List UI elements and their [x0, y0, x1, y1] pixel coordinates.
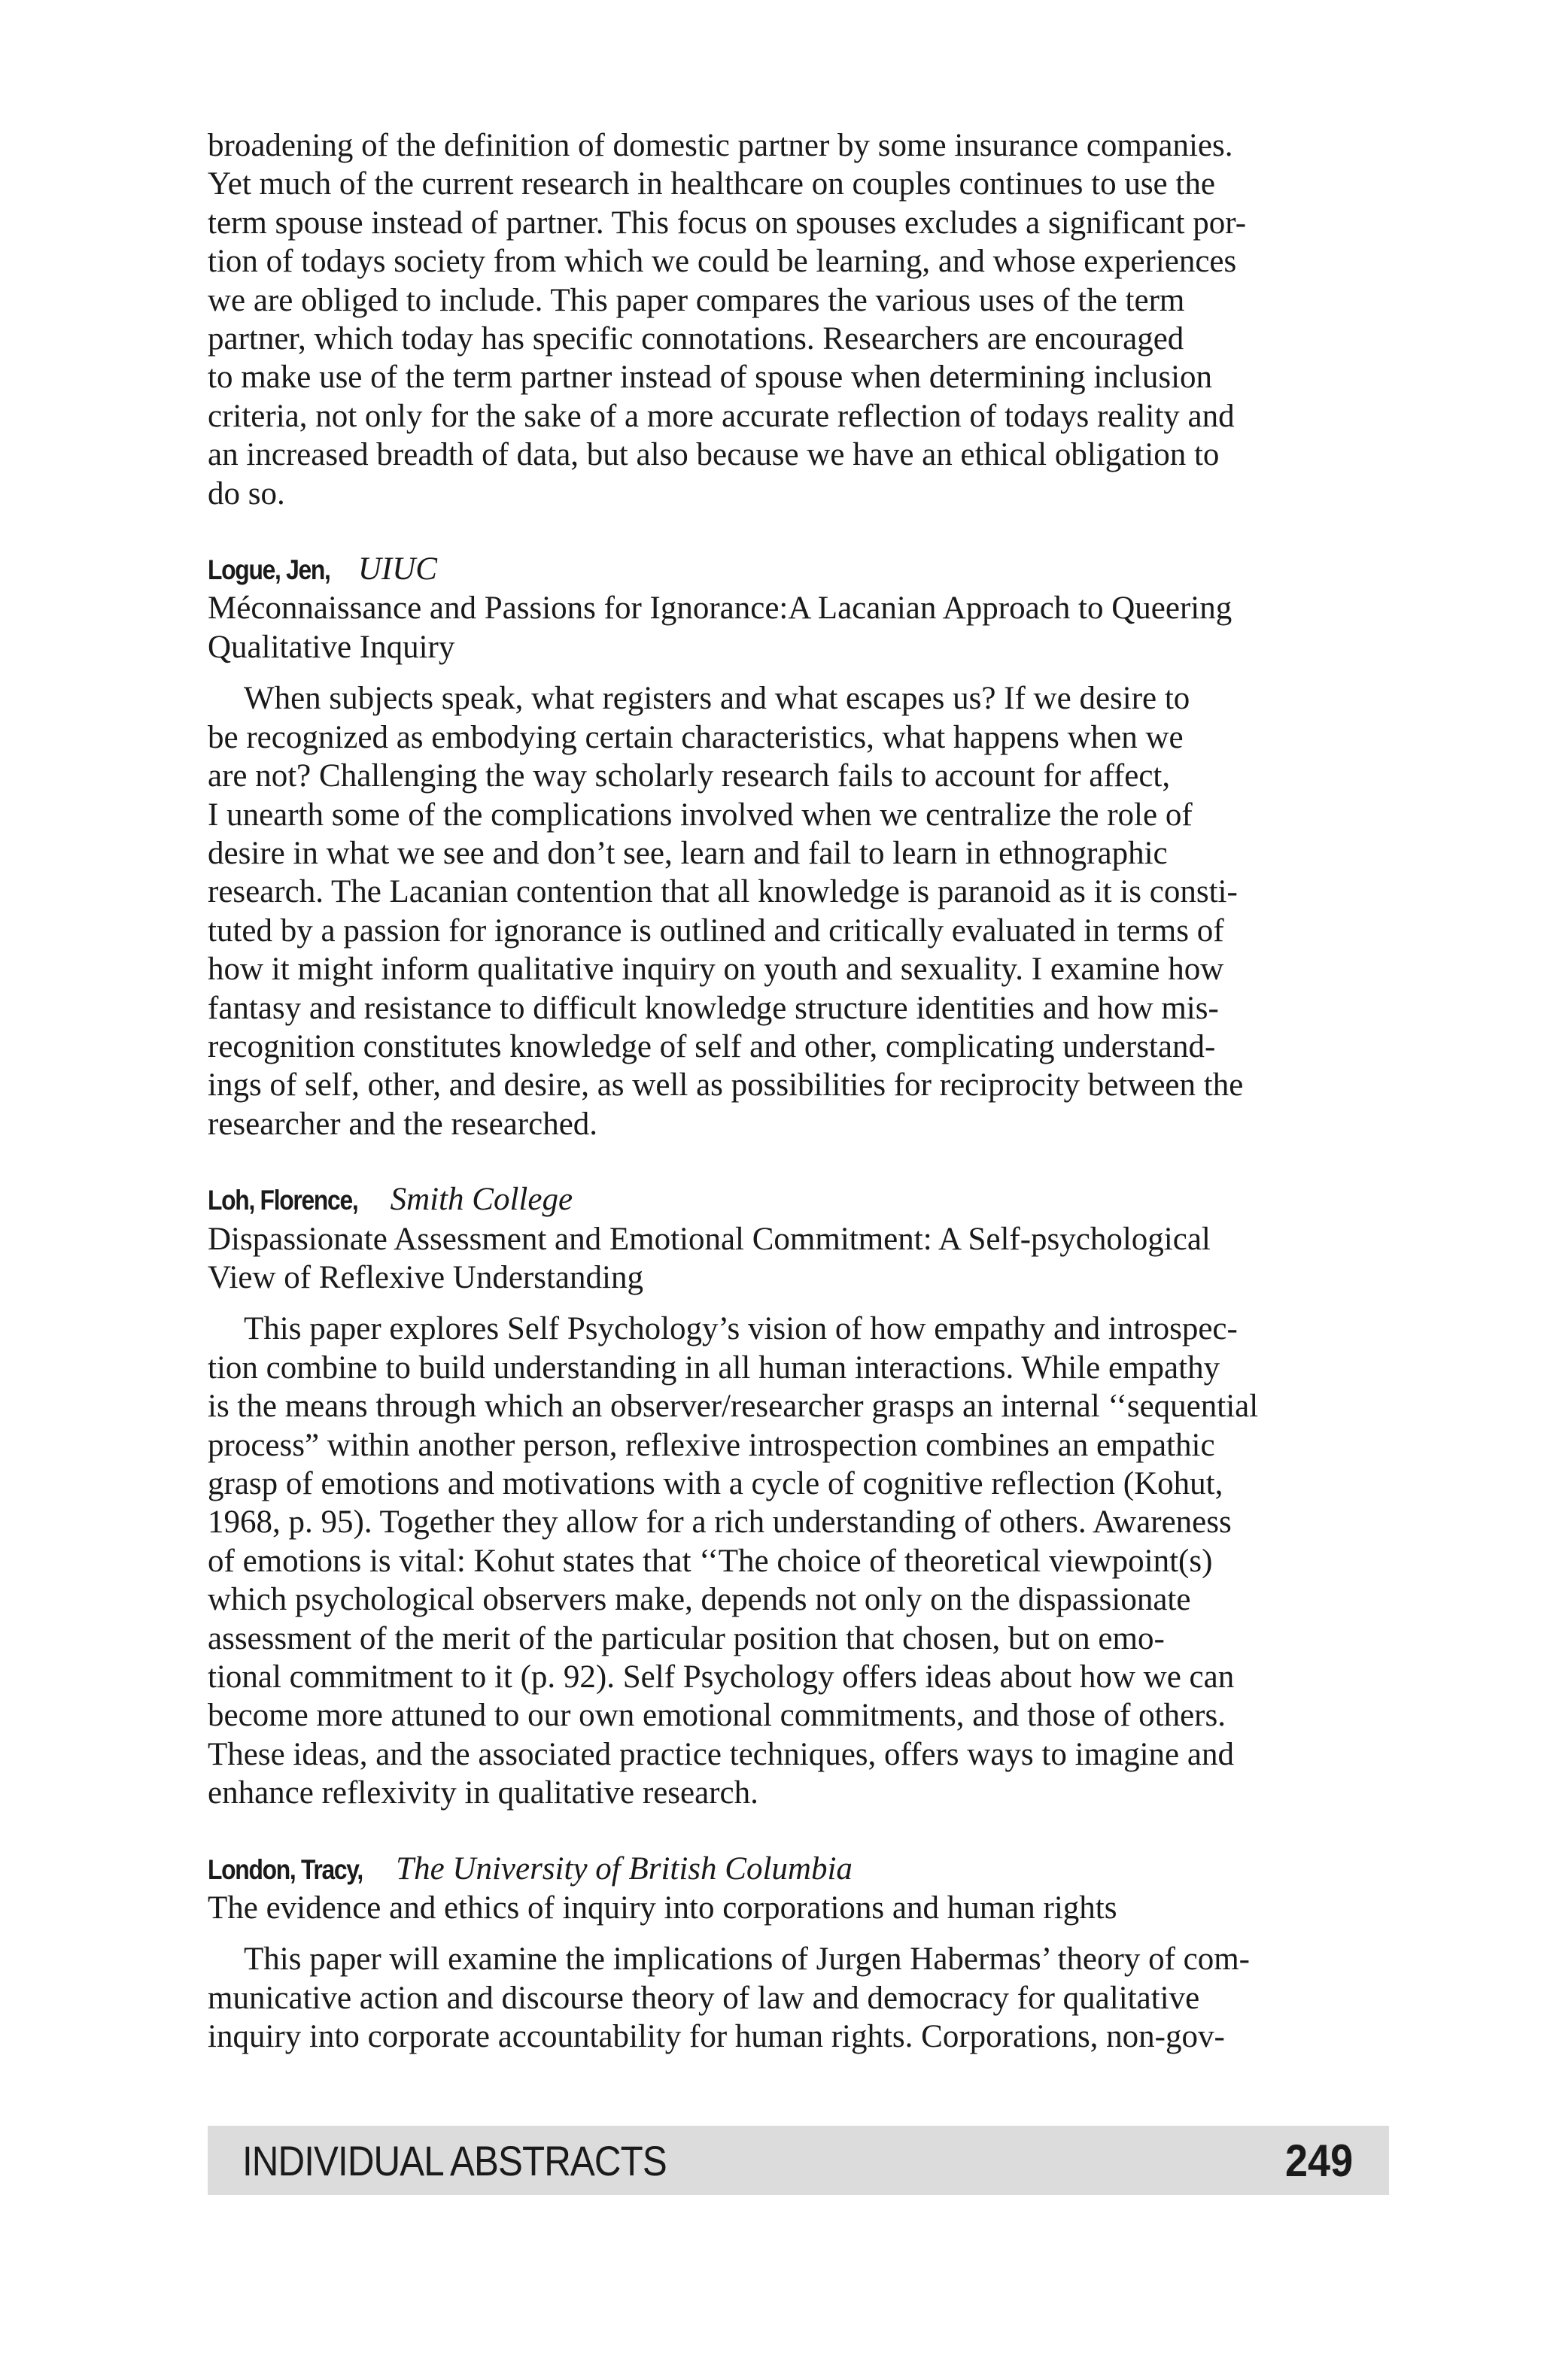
text-line: ings of self, other, and desire, as well as possibilities for reciprocity between the: [208, 1067, 1244, 1103]
text-line: do so.: [208, 475, 285, 512]
text-line: Yet much of the current research in healthcare on couples continues to use the: [208, 166, 1215, 202]
text-line: we are obliged to include. This paper compares the various uses of the term: [208, 282, 1185, 318]
author-name: Loh, Florence,: [208, 1185, 358, 1216]
section-label: INDIVIDUAL ABSTRACTS: [242, 2136, 667, 2184]
text-line: researcher and the researched.: [208, 1106, 598, 1142]
title-line: View of Reflexive Understanding: [208, 1259, 643, 1295]
title-line: The evidence and ethics of inquiry into corporations and human rights: [208, 1890, 1117, 1926]
text-line: process” within another person, reflexive introspection combines an empathic: [208, 1427, 1215, 1463]
title-line: Méconnaissance and Passions for Ignorance:A Lacanian Approach to Queering: [208, 590, 1232, 627]
abstract-body: [208, 1310, 1391, 1812]
text-line: how it might inform qualitative inquiry on youth and sexuality. I examine how: [208, 952, 1224, 988]
text-line: is the means through which an observer/researcher grasps an internal ‘‘sequential: [208, 1389, 1259, 1425]
text-line: 1968, p. 95). Together they allow for a rich understanding of others. Awareness: [208, 1504, 1232, 1541]
abstract-title: [208, 1220, 1391, 1298]
author-line: [208, 1850, 1391, 1889]
text-line: assessment of the merit of the particular position that chosen, but on emo-: [208, 1620, 1165, 1656]
text-line: to make use of the term partner instead of spouse when determining inclusion: [208, 360, 1213, 396]
text-line: research. The Lacanian contention that all knowledge is paranoid as it is consti-: [208, 874, 1238, 910]
abstract-title: [208, 1889, 1391, 1927]
abstract-entry-london: [208, 1850, 1391, 2057]
text-line: partner, which today has specific connotations. Researchers are encouraged: [208, 321, 1184, 357]
page-content: [208, 126, 1391, 2057]
text-line: become more attuned to our own emotional commitments, and those of others.: [208, 1698, 1226, 1734]
text-line: an increased breadth of data, but also because we have an ethical obligation to: [208, 437, 1220, 473]
text-line: broadening of the definition of domestic partner by some insurance companies.: [208, 128, 1233, 163]
intro-paragraph: [208, 126, 1391, 513]
author-name: Logue, Jen,: [208, 554, 330, 586]
text-line: desire in what we see and don’t see, learn and fail to learn in ethnographic: [208, 835, 1168, 871]
text-line: I unearth some of the complications involved when we centralize the role of: [208, 797, 1193, 833]
text-line: recognition constitutes knowledge of self and other, complicating understand-: [208, 1028, 1216, 1064]
page-footer: [208, 2126, 1389, 2195]
text-line: be recognized as embodying certain characteristics, what happens when we: [208, 719, 1184, 755]
text-line: municative action and discourse theory of law and democracy for qualitative: [208, 1980, 1200, 2016]
text-line: are not? Challenging the way scholarly research fails to account for affect,: [208, 758, 1171, 794]
text-line: of emotions is vital: Kohut states that ‘‘The choice of theoretical viewpoint(s): [208, 1543, 1213, 1579]
author-name: London, Tracy,: [208, 1853, 363, 1885]
text-line: tuted by a passion for ignorance is outlined and critically evaluated in terms of: [208, 912, 1224, 949]
text-line: which psychological observers make, depends not only on the dispassionate: [208, 1582, 1191, 1618]
author-line: [208, 550, 1391, 589]
text-line: This paper will examine the implications of Jurgen Habermas’ theory of com-: [244, 1941, 1250, 1978]
text-line: This paper explores Self Psychology’s vision of how empathy and introspec-: [244, 1311, 1238, 1347]
author-affiliation: The University of British Columbia: [396, 1850, 853, 1887]
text-line: inquiry into corporate accountability for human rights. Corporations, non-gov-: [208, 2019, 1225, 2055]
page-number: 249: [1284, 2135, 1353, 2186]
abstract-entry-logue: [208, 550, 1391, 1143]
text-line: criteria, not only for the sake of a more accurate reflection of todays reality and: [208, 398, 1235, 434]
text-line: tional commitment to it (p. 92). Self Psychology offers ideas about how we can: [208, 1659, 1235, 1695]
text-line: term spouse instead of partner. This focus on spouses excludes a significant por-: [208, 205, 1247, 241]
title-line: Dispassionate Assessment and Emotional Commitment: A Self-psychological: [208, 1221, 1211, 1257]
text-line: tion combine to build understanding in all human interactions. While empathy: [208, 1349, 1220, 1386]
text-line: These ideas, and the associated practice techniques, offers ways to imagine and: [208, 1736, 1234, 1772]
abstract-body: [208, 1940, 1391, 2056]
text-line: grasp of emotions and motivations with a cycle of cognitive reflection (Kohut,: [208, 1466, 1223, 1501]
author-affiliation: UIUC: [357, 551, 437, 587]
abstract-body: [208, 679, 1391, 1143]
text-line: tion of todays society from which we could be learning, and whose experiences: [208, 244, 1237, 280]
abstract-entry-loh: [208, 1180, 1391, 1813]
abstract-title: [208, 589, 1391, 666]
title-line: Qualitative Inquiry: [208, 629, 455, 665]
author-line: [208, 1180, 1391, 1219]
text-line: When subjects speak, what registers and what escapes us? If we desire to: [244, 681, 1190, 717]
text-line: enhance reflexivity in qualitative research.: [208, 1775, 758, 1811]
author-affiliation: Smith College: [390, 1182, 573, 1218]
text-line: fantasy and resistance to difficult knowledge structure identities and how mis-: [208, 990, 1219, 1026]
